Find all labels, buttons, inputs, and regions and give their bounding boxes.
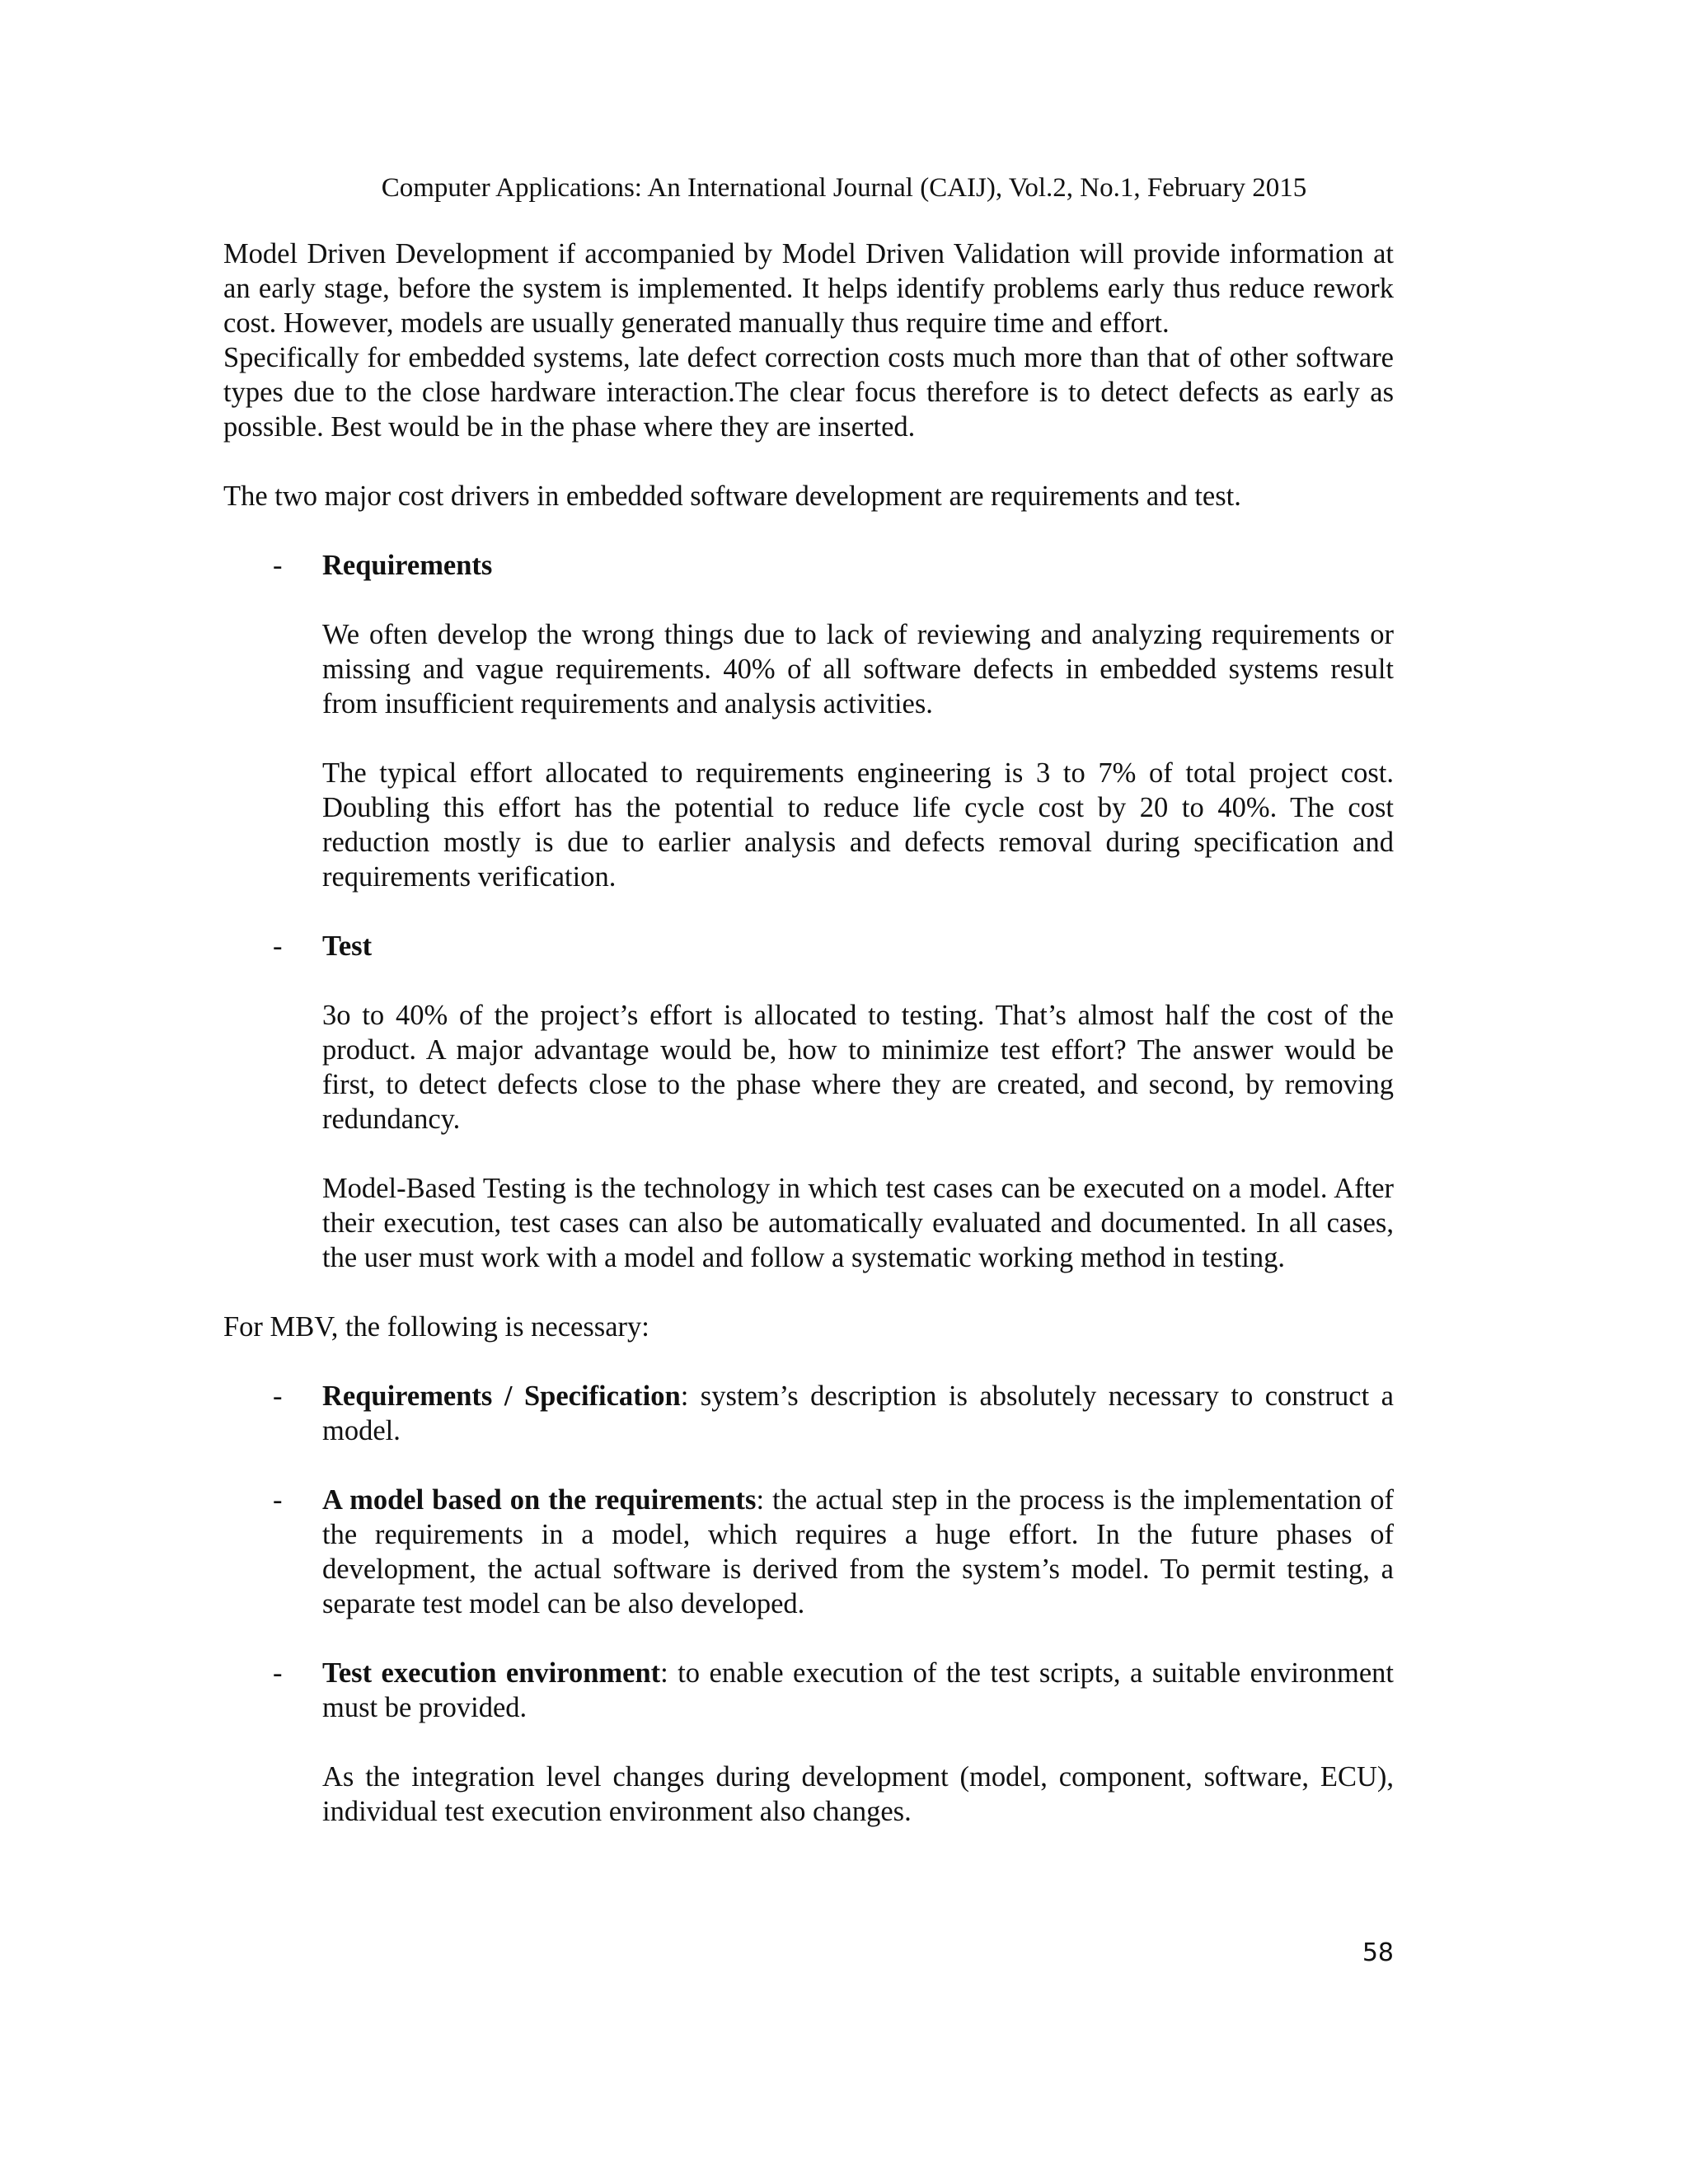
mbv-intro: For MBV, the following is necessary: xyxy=(223,1311,649,1343)
list-dash: - xyxy=(273,1657,283,1689)
list-item-environment xyxy=(223,1656,1394,1725)
text-environment: : to enable execution of the test scripts, a suitable environment must be provided. xyxy=(322,1657,1394,1723)
text-model: : the actual step in the process is the implementation of the requirements in a model, which requires a huge effort. In the future phases of development, the actual software is derived from the system’s model. To permit testing, a separate test model can be also developed. xyxy=(322,1484,1394,1619)
list-dash: - xyxy=(273,1380,283,1412)
test-paragraph-2: Model-Based Testing is the technology in which test cases can be executed on a model. After their execution, test cases can also be automatically evaluated and documented. In all cases, the user must work with a model and follow a systematic working method in testing. xyxy=(322,1173,1394,1273)
list-dash: - xyxy=(273,1484,283,1516)
requirements-paragraph-2: The typical effort allocated to requirements engineering is 3 to 7% of total project cost. Doubling this effort has the potential to reduce life cycle cost by 20 to 40%. The cost reduction mostly is due to earlier analysis and defects removal during specification and requirements verification. xyxy=(322,757,1394,893)
term-model: A model based on the requirements xyxy=(322,1484,757,1516)
section-heading-test: Test xyxy=(322,930,373,962)
list-item-specification xyxy=(223,1379,1394,1448)
running-header: Computer Applications: An International Journal (CAIJ), Vol.2, No.1, February 2015 xyxy=(381,173,1307,203)
closing-paragraph: As the integration level changes during development (model, component, software, ECU), individual test execution environment also changes. xyxy=(322,1761,1394,1827)
list-dash: - xyxy=(273,550,283,581)
text-specification: : system’s description is absolutely necessary to construct a model. xyxy=(322,1380,1394,1446)
intro-paragraph-2: Specifically for embedded systems, late defect correction costs much more than that of other software types due to the close hardware interaction.The clear focus therefore is to detect defects as early as possible. Best would be in the phase where they are inserted. xyxy=(223,342,1394,443)
term-environment: Test execution environment xyxy=(322,1657,661,1689)
test-paragraph-1: 3o to 40% of the project’s effort is allocated to testing. That’s almost half the cost of the product. A major advantage would be, how to minimize test effort? The answer would be first, to detect defects close to the phase where they are created, and second, by removing redundancy. xyxy=(322,1000,1394,1135)
list-item-model xyxy=(223,1483,1394,1621)
list-item-test xyxy=(223,929,1394,963)
body-text xyxy=(223,237,1394,1829)
list-dash: - xyxy=(273,930,283,962)
page-number: 58 xyxy=(1362,1938,1394,1967)
term-specification: Requirements / Specification xyxy=(322,1380,681,1412)
requirements-paragraph-1: We often develop the wrong things due to lack of reviewing and analyzing requirements or missing and vague requirements. 40% of all software defects in embedded systems result from insufficient requirements and analysis activities. xyxy=(322,619,1394,719)
cost-drivers-intro: The two major cost drivers in embedded software development are requirements and test. xyxy=(223,480,1241,512)
intro-paragraph-1: Model Driven Development if accompanied by Model Driven Validation will provide information at an early stage, before the system is implemented. It helps identify problems early thus reduce rework cost. However, models are usually generated manually thus require time and effort. xyxy=(223,238,1394,339)
section-heading-requirements: Requirements xyxy=(322,550,493,581)
list-item-requirements xyxy=(223,548,1394,583)
